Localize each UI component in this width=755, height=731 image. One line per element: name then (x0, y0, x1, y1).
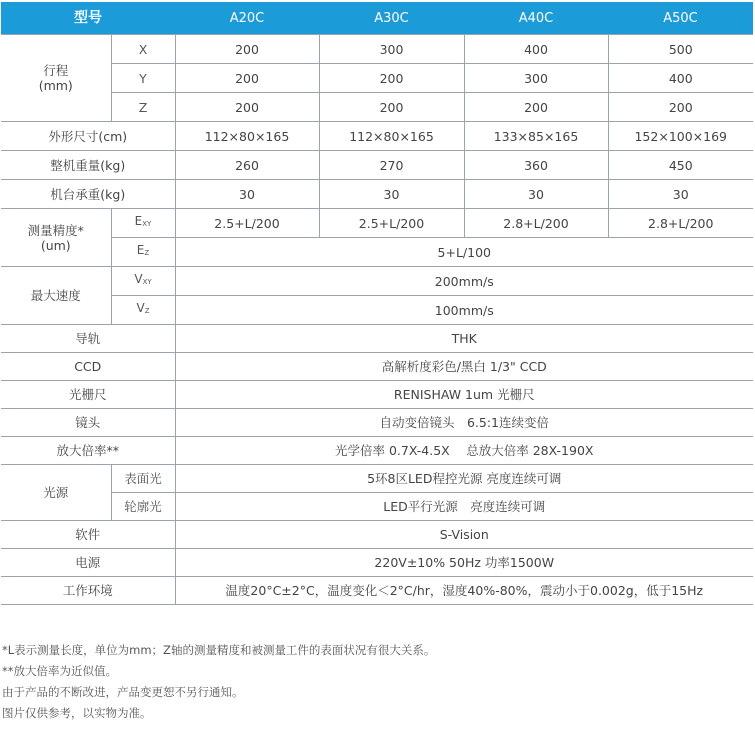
model-col-header: A30C (319, 2, 464, 35)
axis-label: Z (111, 93, 175, 122)
footnote: 由于产品的不断改进，产品变更恕不另行通知。 (2, 685, 244, 699)
table-row (1, 409, 753, 437)
table-cell: 2.5+L/200 (175, 209, 319, 238)
axis-label: Y (111, 64, 175, 93)
model-col-header: A20C (175, 2, 319, 35)
accuracy-unit: (um) (40, 237, 71, 253)
table-cell: 温度20°C±2°C，温度变化＜2°C/hr，湿度40%-80%，震动小于0.002g，低于15Hz (175, 577, 753, 605)
row-label: 导轨 (1, 325, 175, 353)
table-cell: 30 (608, 180, 753, 209)
table-row (1, 64, 753, 93)
table-cell: 500 (608, 35, 753, 64)
row-label: 软件 (1, 521, 175, 549)
row-label: 外形尺寸(cm) (1, 122, 175, 151)
table-cell: 260 (175, 151, 319, 180)
row-label: 光源 (1, 465, 111, 521)
row-label: 镜头 (1, 409, 175, 437)
table-cell: 200 (608, 93, 753, 122)
footnote: 图片仅供参考，以实物为准。 (2, 706, 152, 720)
table-cell: 133×85×165 (464, 122, 608, 151)
model-header: 型号 (1, 2, 175, 35)
table-cell: 200 (319, 93, 464, 122)
table-row (1, 493, 753, 521)
table-row (1, 151, 753, 180)
axis-label: $E_{XY}$ (111, 209, 175, 238)
row-label: 机台承重(kg) (1, 180, 175, 209)
table-cell: 220V±10% 50Hz 功率1500W (175, 549, 753, 577)
table-cell: 2.5+L/200 (319, 209, 464, 238)
table-cell: 300 (319, 35, 464, 64)
table-row (1, 238, 753, 267)
row-label: 整机重量(kg) (1, 151, 175, 180)
model-col-header: A50C (608, 2, 753, 35)
accuracy-label-cell (1, 209, 111, 267)
table-row (1, 35, 753, 64)
table-row (1, 267, 753, 296)
table-row (1, 122, 753, 151)
travel-label: 行程 (43, 63, 69, 78)
table-cell: 100mm/s (175, 296, 753, 325)
travel-unit: (mm) (38, 78, 73, 93)
table-cell: 200 (175, 64, 319, 93)
table-row (1, 325, 753, 353)
table-cell: 200 (175, 93, 319, 122)
axis-label: $V_Z$ (111, 296, 175, 325)
table-row (1, 209, 753, 238)
table-row (1, 577, 753, 605)
table-cell: 自动变倍镜头 6.5:1连续变倍 (175, 409, 753, 437)
table-cell: 112×80×165 (319, 122, 464, 151)
sub-label: 表面光 (111, 465, 175, 493)
table-cell: 200 (464, 93, 608, 122)
table-row (1, 437, 753, 465)
travel-label-cell (1, 35, 111, 122)
table-cell: 400 (464, 35, 608, 64)
table-row (1, 381, 753, 409)
table-cell: 光学倍率 0.7X-4.5X 总放大倍率 28X-190X (175, 437, 753, 465)
table-row (1, 93, 753, 122)
table-row (1, 549, 753, 577)
row-label: CCD (1, 353, 175, 381)
table-row (1, 521, 753, 549)
table-row (1, 465, 753, 493)
row-label: 光栅尺 (1, 381, 175, 409)
table-cell: RENISHAW 1um 光栅尺 (175, 381, 753, 409)
table-cell: 360 (464, 151, 608, 180)
table-row (1, 296, 753, 325)
table-cell: 400 (608, 64, 753, 93)
footnote: **放大倍率为近似值。 (2, 664, 117, 678)
axis-label: X (111, 35, 175, 64)
table-row (1, 180, 753, 209)
table-cell: S-Vision (175, 521, 753, 549)
axis-label: $E_Z$ (111, 238, 175, 267)
row-label: 工作环境 (1, 577, 175, 605)
table-cell: 5环8区LED程控光源 亮度连续可调 (175, 465, 753, 493)
row-label: 最大速度 (1, 267, 111, 325)
table-cell: 200mm/s (175, 267, 753, 296)
sub-label: 轮廓光 (111, 493, 175, 521)
table-cell: 高解析度彩色/黑白 1/3" CCD (175, 353, 753, 381)
table-cell: THK (175, 325, 753, 353)
spec-table (1, 2, 753, 605)
table-cell: LED平行光源 亮度连续可调 (175, 493, 753, 521)
table-cell: 30 (464, 180, 608, 209)
accuracy-label: 测量精度* (27, 222, 84, 238)
footnote: *L表示测量长度，单位为mm；Z轴的测量精度和被测量工件的表面状况有很大关系。 (2, 643, 436, 657)
footnotes (2, 640, 435, 724)
table-cell: 300 (464, 64, 608, 93)
table-cell: 5+L/100 (175, 238, 753, 267)
table-cell: 152×100×169 (608, 122, 753, 151)
table-cell: 200 (319, 64, 464, 93)
table-header-row (1, 2, 753, 35)
table-cell: 200 (175, 35, 319, 64)
table-row (1, 353, 753, 381)
model-col-header: A40C (464, 2, 608, 35)
row-label: 放大倍率** (1, 437, 175, 465)
table-cell: 2.8+L/200 (608, 209, 753, 238)
table-cell: 450 (608, 151, 753, 180)
table-cell: 112×80×165 (175, 122, 319, 151)
table-cell: 30 (175, 180, 319, 209)
table-cell: 2.8+L/200 (464, 209, 608, 238)
axis-label: $V_{XY}$ (111, 267, 175, 296)
table-cell: 270 (319, 151, 464, 180)
table-cell: 30 (319, 180, 464, 209)
row-label: 电源 (1, 549, 175, 577)
